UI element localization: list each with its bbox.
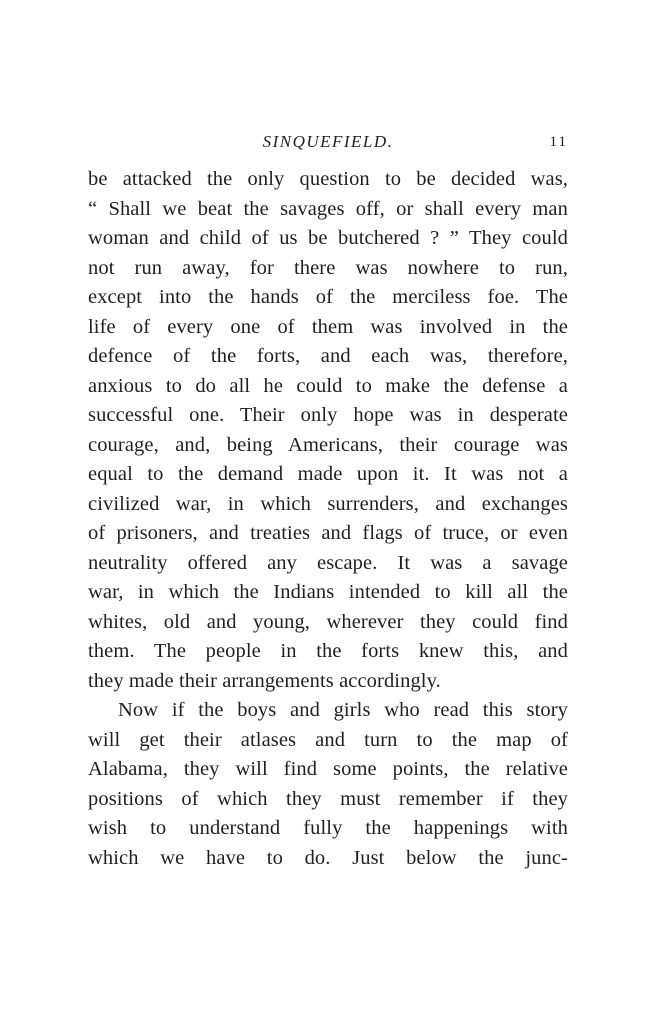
- text-line: will get their atlases and turn to the map of: [88, 728, 568, 751]
- text-line: except into the hands of the merciless foe. The: [88, 286, 568, 308]
- text-line: positions of which they must remember if they: [88, 787, 568, 810]
- paragraph-1: [88, 165, 568, 696]
- text-line: Alabama, they will find some points, the relative: [88, 758, 568, 780]
- text-line: them. The people in the forts knew this, and: [88, 640, 568, 662]
- text-line: “ Shall we beat the savages off, or shall every man: [88, 197, 568, 220]
- text-line: courage, and, being Americans, their courage was: [88, 433, 568, 456]
- paragraph-2: [88, 696, 568, 873]
- running-title: SINQUEFIELD.: [262, 132, 394, 151]
- text-line: woman and child of us be butchered ? ” They could: [88, 227, 568, 249]
- text-line: successful one. Their only hope was in desperate: [88, 404, 568, 426]
- text-line: war, in which the Indians intended to kill all the: [88, 581, 568, 603]
- text-line: equal to the demand made upon it. It was not a: [88, 463, 568, 485]
- text-line: they made their arrangements accordingly.: [88, 669, 441, 692]
- text-line: of prisoners, and treaties and flags of truce, or even: [88, 522, 568, 544]
- text-line: civilized war, in which surrenders, and exchanges: [88, 492, 568, 515]
- text-line: anxious to do all he could to make the defense a: [88, 374, 568, 397]
- text-line: defence of the forts, and each was, therefore,: [88, 345, 568, 367]
- text-line: which we have to do. Just below the junc-: [88, 846, 568, 869]
- text-line: be attacked the only question to be decided was,: [88, 168, 568, 190]
- page-number: 11: [549, 134, 568, 150]
- text-line: not run away, for there was nowhere to run,: [88, 256, 568, 279]
- text-line: wish to understand fully the happenings with: [88, 817, 568, 839]
- text-line: whites, old and young, wherever they could find: [88, 610, 568, 633]
- body-text: [88, 165, 568, 873]
- text-line: Now if the boys and girls who read this story: [118, 699, 568, 721]
- running-head: [88, 132, 568, 156]
- text-line: neutrality offered any escape. It was a savage: [88, 551, 568, 574]
- text-line: life of every one of them was involved in the: [88, 315, 568, 338]
